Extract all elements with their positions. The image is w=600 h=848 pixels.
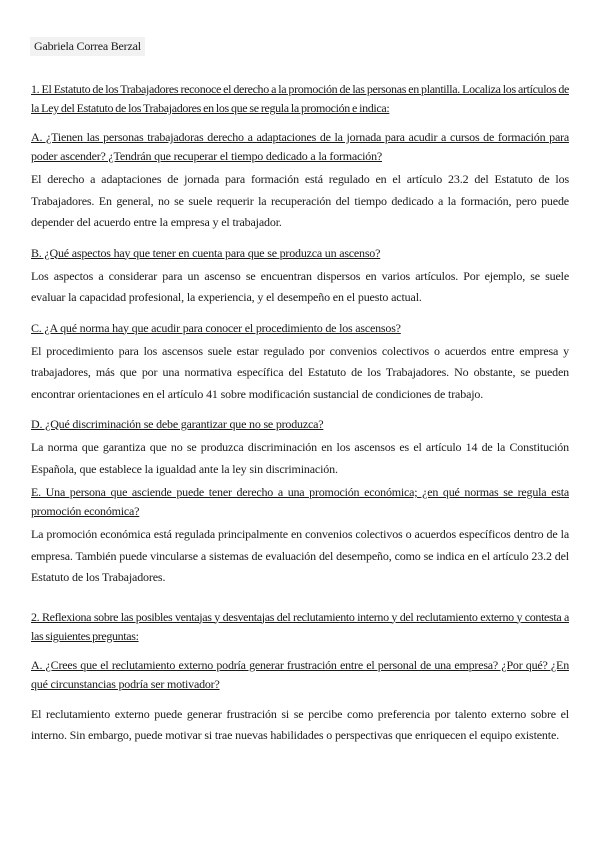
answer-2a: El reclutamiento externo puede generar frustración si se percibe como preferencia por talento externo sobre el interno. Sin embargo, puede motivar si trae nuevas habilidades o perspectivas que enriquecen el equipo existente. xyxy=(31,706,569,742)
question-1c: C. ¿A qué norma hay que acudir para conocer el procedimiento de los ascensos? xyxy=(31,320,401,335)
question-1b: B. ¿Qué aspectos hay que tener en cuenta para que se produzca un ascenso? xyxy=(31,245,381,260)
question-2a: A. ¿Crees que el reclutamiento externo podría generar frustración entre el personal de una empresa? ¿Por qué? ¿En qué circunstancias podría ser motivador? xyxy=(31,657,569,691)
answer-1d: La norma que garantiza que no se produzca discriminación en los ascensos es el artículo 14 de la Constitución Española, que establece la igualdad ante la ley sin discriminación. xyxy=(31,440,569,476)
answer-1b: Los aspectos a considerar para un ascenso se encuentran dispersos en varios artículos. Por ejemplo, se suele evaluar la capacidad profesional, la experiencia, y el desempeño en el puesto actual. xyxy=(31,268,569,304)
section-2-heading: 2. Reflexiona sobre las posibles ventajas y desventajas del reclutamiento interno y del reclutamiento externo y contesta a las siguientes preguntas: xyxy=(31,609,569,643)
section-1-heading: 1. El Estatuto de los Trabajadores reconoce el derecho a la promoción de las personas en plantilla. Localiza los artículos de la Ley del Estatuto de los Trabajadores en los que se regula la promoción e indica: xyxy=(31,82,569,115)
question-1a: A. ¿Tienen las personas trabajadoras derecho a adaptaciones de la jornada para acudir a cursos de formación para poder ascender? ¿Tendrán que recuperar el tiempo dedicado a la formación? xyxy=(31,130,569,163)
answer-1c: El procedimiento para los ascensos suele estar regulado por convenios colectivos o acuerdos entre empresa y trabajadores, más que por una normativa específica del Estatuto de los Trabajadores. No obstante, se pueden encontrar orientaciones en el artículo 41 sobre modificación sustancial de condiciones de trabajo. xyxy=(31,343,569,401)
question-1d: D. ¿Qué discriminación se debe garantizar que no se produzca? xyxy=(31,417,324,431)
answer-1e: La promoción económica está regulada principalmente en convenios colectivos o acuerdos específicos dentro de la empresa. También puede vincularse a sistemas de evaluación del desempeño, como se indica en el artículo 23.2 del Estatuto de los Trabajadores. xyxy=(31,527,569,584)
answer-1a: El derecho a adaptaciones de jornada para formación está regulado en el artículo 23.2 del Estatuto de los Trabajadores. En general, no se suele requerir la recuperación del tiempo dedicado a la formación, pero puede depender del acuerdo entre la empresa y el trabajador. xyxy=(31,172,569,229)
document-body xyxy=(31,80,569,747)
question-1e: E. Una persona que asciende puede tener derecho a una promoción económica; ¿en qué normas se regula esta promoción económica? xyxy=(31,485,569,518)
author-name: Gabriela Correa Berzal xyxy=(30,37,145,56)
